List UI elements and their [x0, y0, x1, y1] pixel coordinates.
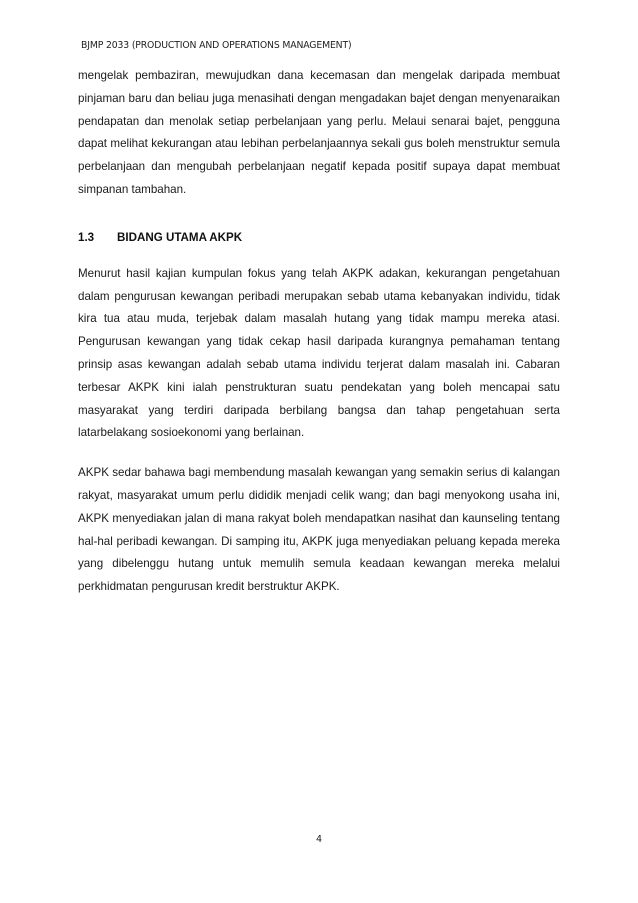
page-number: 4 — [315, 834, 323, 845]
section-number: 1.3 — [78, 230, 95, 244]
page-header: BJMP 2033 (PRODUCTION AND OPERATIONS MANAGEMENT) — [81, 40, 352, 51]
body-paragraph-2: AKPK sedar bahawa bagi membendung masalah kewangan yang semakin serius di kalangan rakyat, masyarakat umum perlu dididik menjadi celik wang; dan bagi menyokong usaha ini, AKPK menyediakan jalan di mana rakyat boleh mendapatkan nasihat dan kaunseling tentang hal-hal peribadi kewangan. Di samping itu, AKPK juga menyediakan peluang kepada mereka yang dibelenggu hutang untuk memulih semula keadaan kewangan mereka melalui perkhidmatan pengurusan kredit berstruktur AKPK. — [78, 466, 560, 594]
intro-paragraph: mengelak pembaziran, mewujudkan dana kecemasan dan mengelak daripada membuat pinjaman baru dan beliau juga menasihati dengan mengadakan bajet dengan menyenaraikan pendapatan dan menolak setiap perbelanjaan yang perlu. Melaui senarai bajet, pengguna dapat melihat kekurangan atau lebihan perbelanjaannya sekali gus boleh menstruktur semula perbelanjaan dan mengubah perbelanjaan negatif kepada positif supaya dapat membuat simpanan tambahan. — [78, 69, 560, 196]
section-title: BIDANG UTAMA AKPK — [117, 230, 243, 244]
body-paragraph-1: Menurut hasil kajian kumpulan fokus yang telah AKPK adakan, kekurangan pengetahuan dalam pengurusan kewangan peribadi merupakan sebab utama kebanyakan individu, tidak kira tua atau muda, terjebak dalam masalah hutang yang tidak mampu mereka atasi. Pengurusan kewangan yang tidak cekap hasil daripada kurangnya pemahaman tentang prinsip asas kewangan adalah sebab utama individu terjerat dalam masalah ini. Cabaran terbesar AKPK kini ialah penstrukturan suatu pendekatan yang boleh mencapai satu masyarakat yang terdiri daripada berbilang bangsa dan tahap pengetahuan serta latarbelakang sosioekonomi yang berlainan. — [78, 266, 560, 440]
section-heading — [78, 230, 560, 246]
page-content — [78, 65, 560, 599]
